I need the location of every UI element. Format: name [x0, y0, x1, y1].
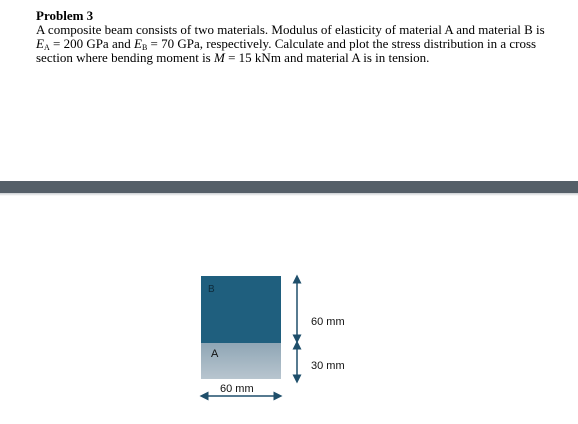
- ea-value-text: = 200 GPa and: [49, 36, 134, 51]
- height-a-dimension-label: 30 mm: [311, 360, 345, 372]
- problem-intro-text: A composite beam consists of two materials. Modulus of elasticity of material A and material B is: [36, 22, 545, 37]
- material-b-label: B: [208, 284, 215, 295]
- eb-subscript: B: [141, 43, 148, 52]
- m-symbol: M: [214, 50, 225, 65]
- height-b-dimension-label: 60 mm: [311, 316, 345, 328]
- width-dimension-label: 60 mm: [220, 383, 254, 395]
- m-value-text: = 15 kNm and material A is in tension.: [224, 50, 430, 65]
- eb-value-text: = 70 GPa, respectively. Calculate and plot the stress distribution in a cross section where bending moment is: [36, 36, 537, 65]
- ea-symbol: E: [36, 36, 44, 51]
- material-a-label: A: [211, 348, 219, 360]
- problem-title: Problem 3: [36, 8, 94, 23]
- ea-subscript: A: [43, 43, 50, 52]
- eb-symbol: E: [133, 36, 142, 51]
